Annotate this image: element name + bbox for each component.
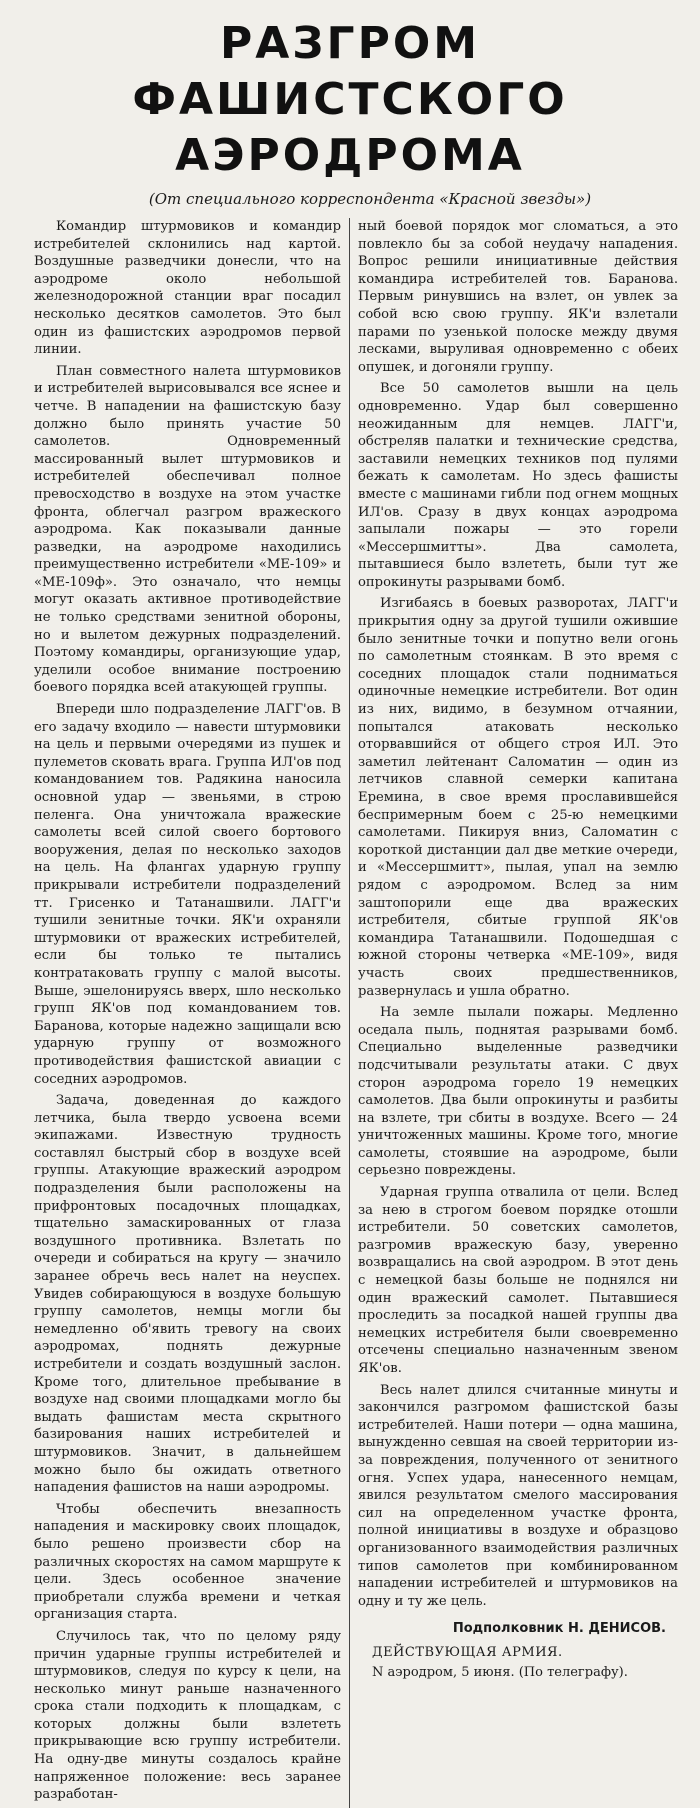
paragraph: Весь налет длился считанные минуты и закончился разгромом фашистской базы истребителей. Наши потери — одна машина, вынужденно севшая на своей территории из-за повреждения, полученного от зенитного огня. Успех удара, нанесенного немцам, явился результатом смелого массирования сил на определенном участке фронта, полной инициативы в воздухе и образцово организованного взаимодействия различных типов самолетов при комбинированном нападении истребителей и штурмовиков на одну и ту же цель.	[358, 1382, 678, 1609]
paragraph: Командир штурмовиков и командир истребителей склонились над картой. Воздушные разведчики донесли, что на аэродроме около небольшой железнодорожной станции враг посадил несколько десятков самолетов. Это был один из фашистских аэродромов первой линии.	[34, 219, 341, 358]
paragraph: ный боевой порядок мог сломаться, а это повлекло бы за собой неудачу нападения. Вопрос решили инициативные действия командира истребителей тов. Баранова. Первым ринувшись на взлет, он увлек за собой всю свою группу. ЯК'и взлетали парами по узенькой полоске между двумя лесками, выруливая одновременно с обеих опушек, и догоняли группу.	[358, 219, 678, 375]
left-column	[14, 218, 350, 1808]
paragraph: Впереди шло подразделение ЛАГГ'ов. В его задачу входило — навести штурмовики на цель и первыми очередями из пушек и пулеметов сковать врага. Группа ИЛ'ов под командованием тов. Радякина наносила основной удар — звеньями, в строю пеленга. Она уничтожала вражеские самолеты всей силой своего бортового вооружения, делая по несколько заходов на цель. На флангах ударную группу прикрывали истребители подразделений тт. Грисенко и Татанашвили. ЛАГГ'и тушили зенитные точки. ЯК'и охраняли штурмовики от вражеских истребителей, если бы только те пытались контратаковать группу с малой высоты. Выше, эшелонируясь вверх, шло несколько групп ЯК'ов под командованием тов. Баранова, которые надежно защищали всю ударную группу от возможного противодействия фашистской авиации с соседних аэродромов.	[34, 702, 341, 1087]
paragraph: План совместного налета штурмовиков и истребителей вырисовывался все яснее и четче. В нападении на фашистскую базу должно было принять участие 50 самолетов. Одновременный массированный вылет штурмовиков и истребителей обеспечивал полное превосходство в воздухе на этом участке фронта, облегчал разгром вражеского аэродрома. Как показывали данные разведки, на аэродроме находились преимущественно истребители «МЕ-109» и «МЕ-109ф». Это означало, что немцы могут оказать активное противодействие не только средствами зенитной обороны, но и вылетом дежурных подразделений. Поэтому командиры, организующие удар, уделили особое внимание построению боевого порядка всей атакующей группы.	[34, 363, 341, 696]
dateline-place: N аэродром, 5 июня. (По телеграфу).	[372, 1664, 628, 1680]
paragraph: Чтобы обеспечить внезапность нападения и маскировку своих площадок, было решено произвести сбор на различных скоростях на самом маршруте к цели. Здесь особенное значение приобретали служба времени и четкая организация старта.	[34, 1501, 341, 1623]
paragraph: Случилось так, что по целому ряду причин ударные группы истребителей и штурмовиков, следуя по курсу к цели, на несколько минут раньше назначенного срока стали подходить к площадкам, с которых должны были взлететь прикрывающие всю группу истребители. На одну-две минуты создалось крайне напряженное положение: весь заранее разработан-	[34, 1628, 341, 1803]
paragraph: Изгибаясь в боевых разворотах, ЛАГГ'и прикрытия одну за другой тушили ожившие было зенитные точки и попутно вели огонь по самолетным стоянкам. В это время с соседних площадок стали подниматься одиночные немецкие истребители. Вот один из них, видимо, в безумном отчаянии, попытался атаковать несколько оторвавшийся от общего строя ИЛ. Это заметил лейтенант Саломатин — один из летчиков славной семерки капитана Еремина, в свое время прославившейся беспримерным боем с 25-ю немецкими самолетами. Пикируя вниз, Саломатин с короткой дистанции дал две меткие очереди, и «Мессершмитт», пылая, упал на землю рядом с аэродромом. Вслед за ним заштопорили еще два вражеских истребителя, сбитые группой ЯК'ов командира Татанашвили. Подошедшая с южной стороны четверка «МЕ-109», видя участь своих предшественников, развернулась и ушла обратно.	[358, 596, 678, 999]
paragraph: Задача, доведенная до каждого летчика, была твердо усвоена всеми экипажами. Известную трудность составлял быстрый сбор в воздухе всей группы. Атакующие вражеский аэродром подразделения были расположены на прифронтовых посадочных площадках, тщательно замаскированных от глаза воздушного противника. Взлетать по очереди и собираться на кругу — значило заранее обречь весь налет на неуспех. Увидев собирающуюся в воздухе большую группу самолетов, немцы могли бы немедленно об'явить тревогу на своих аэродромах, поднять дежурные истребители и создать воздушный заслон. Кроме того, длительное пребывание в воздухе над своими площадками могло бы выдать фашистам места скрытного базирования наших истребителей и штурмовиков. Значит, в дальнейшем можно было бы ожидать ответного нападения фашистов на наши аэродромы.	[34, 1093, 341, 1496]
paragraph: Все 50 самолетов вышли на цель одновременно. Удар был совершенно неожиданным для немцев. ЛАГГ'и, обстреляв палатки и технические средства, заставили немецких техников под пулями бежать к самолетам. Но здесь фашисты вместе с машинами гибли под огнем мощных ИЛ'ов. Сразу в двух концах аэродрома запылали пожары — это горели «Мессершмитты». Два самолета, пытавшиеся было взлететь, были тут же опрокинуты разрывами бомб.	[358, 381, 678, 590]
paragraph: На земле пылали пожары. Медленно оседала пыль, поднятая разрывами бомб. Специально выделенные разведчики подсчитывали результаты атаки. С двух сторон аэродрома горело 19 немецких самолетов. Два были опрокинуты и разбиты на взлете, три сбиты в воздухе. Всего — 24 уничтоженных машины. Кроме того, многие самолеты, стоявшие на аэродроме, были серьезно повреждены.	[358, 1005, 678, 1179]
right-column	[350, 218, 686, 1808]
article-body	[14, 218, 686, 1808]
author-signature: Подполковник Н. ДЕНИСОВ.	[452, 1621, 666, 1637]
article-headline: РАЗГРОМ ФАШИСТСКОГО АЭРОДРОМА	[132, 18, 568, 181]
dateline-army: ДЕЙСТВУЮЩАЯ АРМИЯ.	[372, 1644, 563, 1660]
paragraph: Ударная группа отвалила от цели. Вслед за нею в строгом боевом порядке отошли истребители. 50 советских самолетов, разгромив вражескую базу, уверенно возвращались на свой аэродром. В этот день с немецкой базы больше не поднялся ни один вражеский самолет. Пытавшиеся проследить за посадкой нашей группы два немецких истребителя были своевременно отсечены специально назначенным звеном ЯК'ов.	[358, 1185, 678, 1376]
article-byline: (От специального корреспондента «Красной звезды»)	[148, 190, 592, 208]
